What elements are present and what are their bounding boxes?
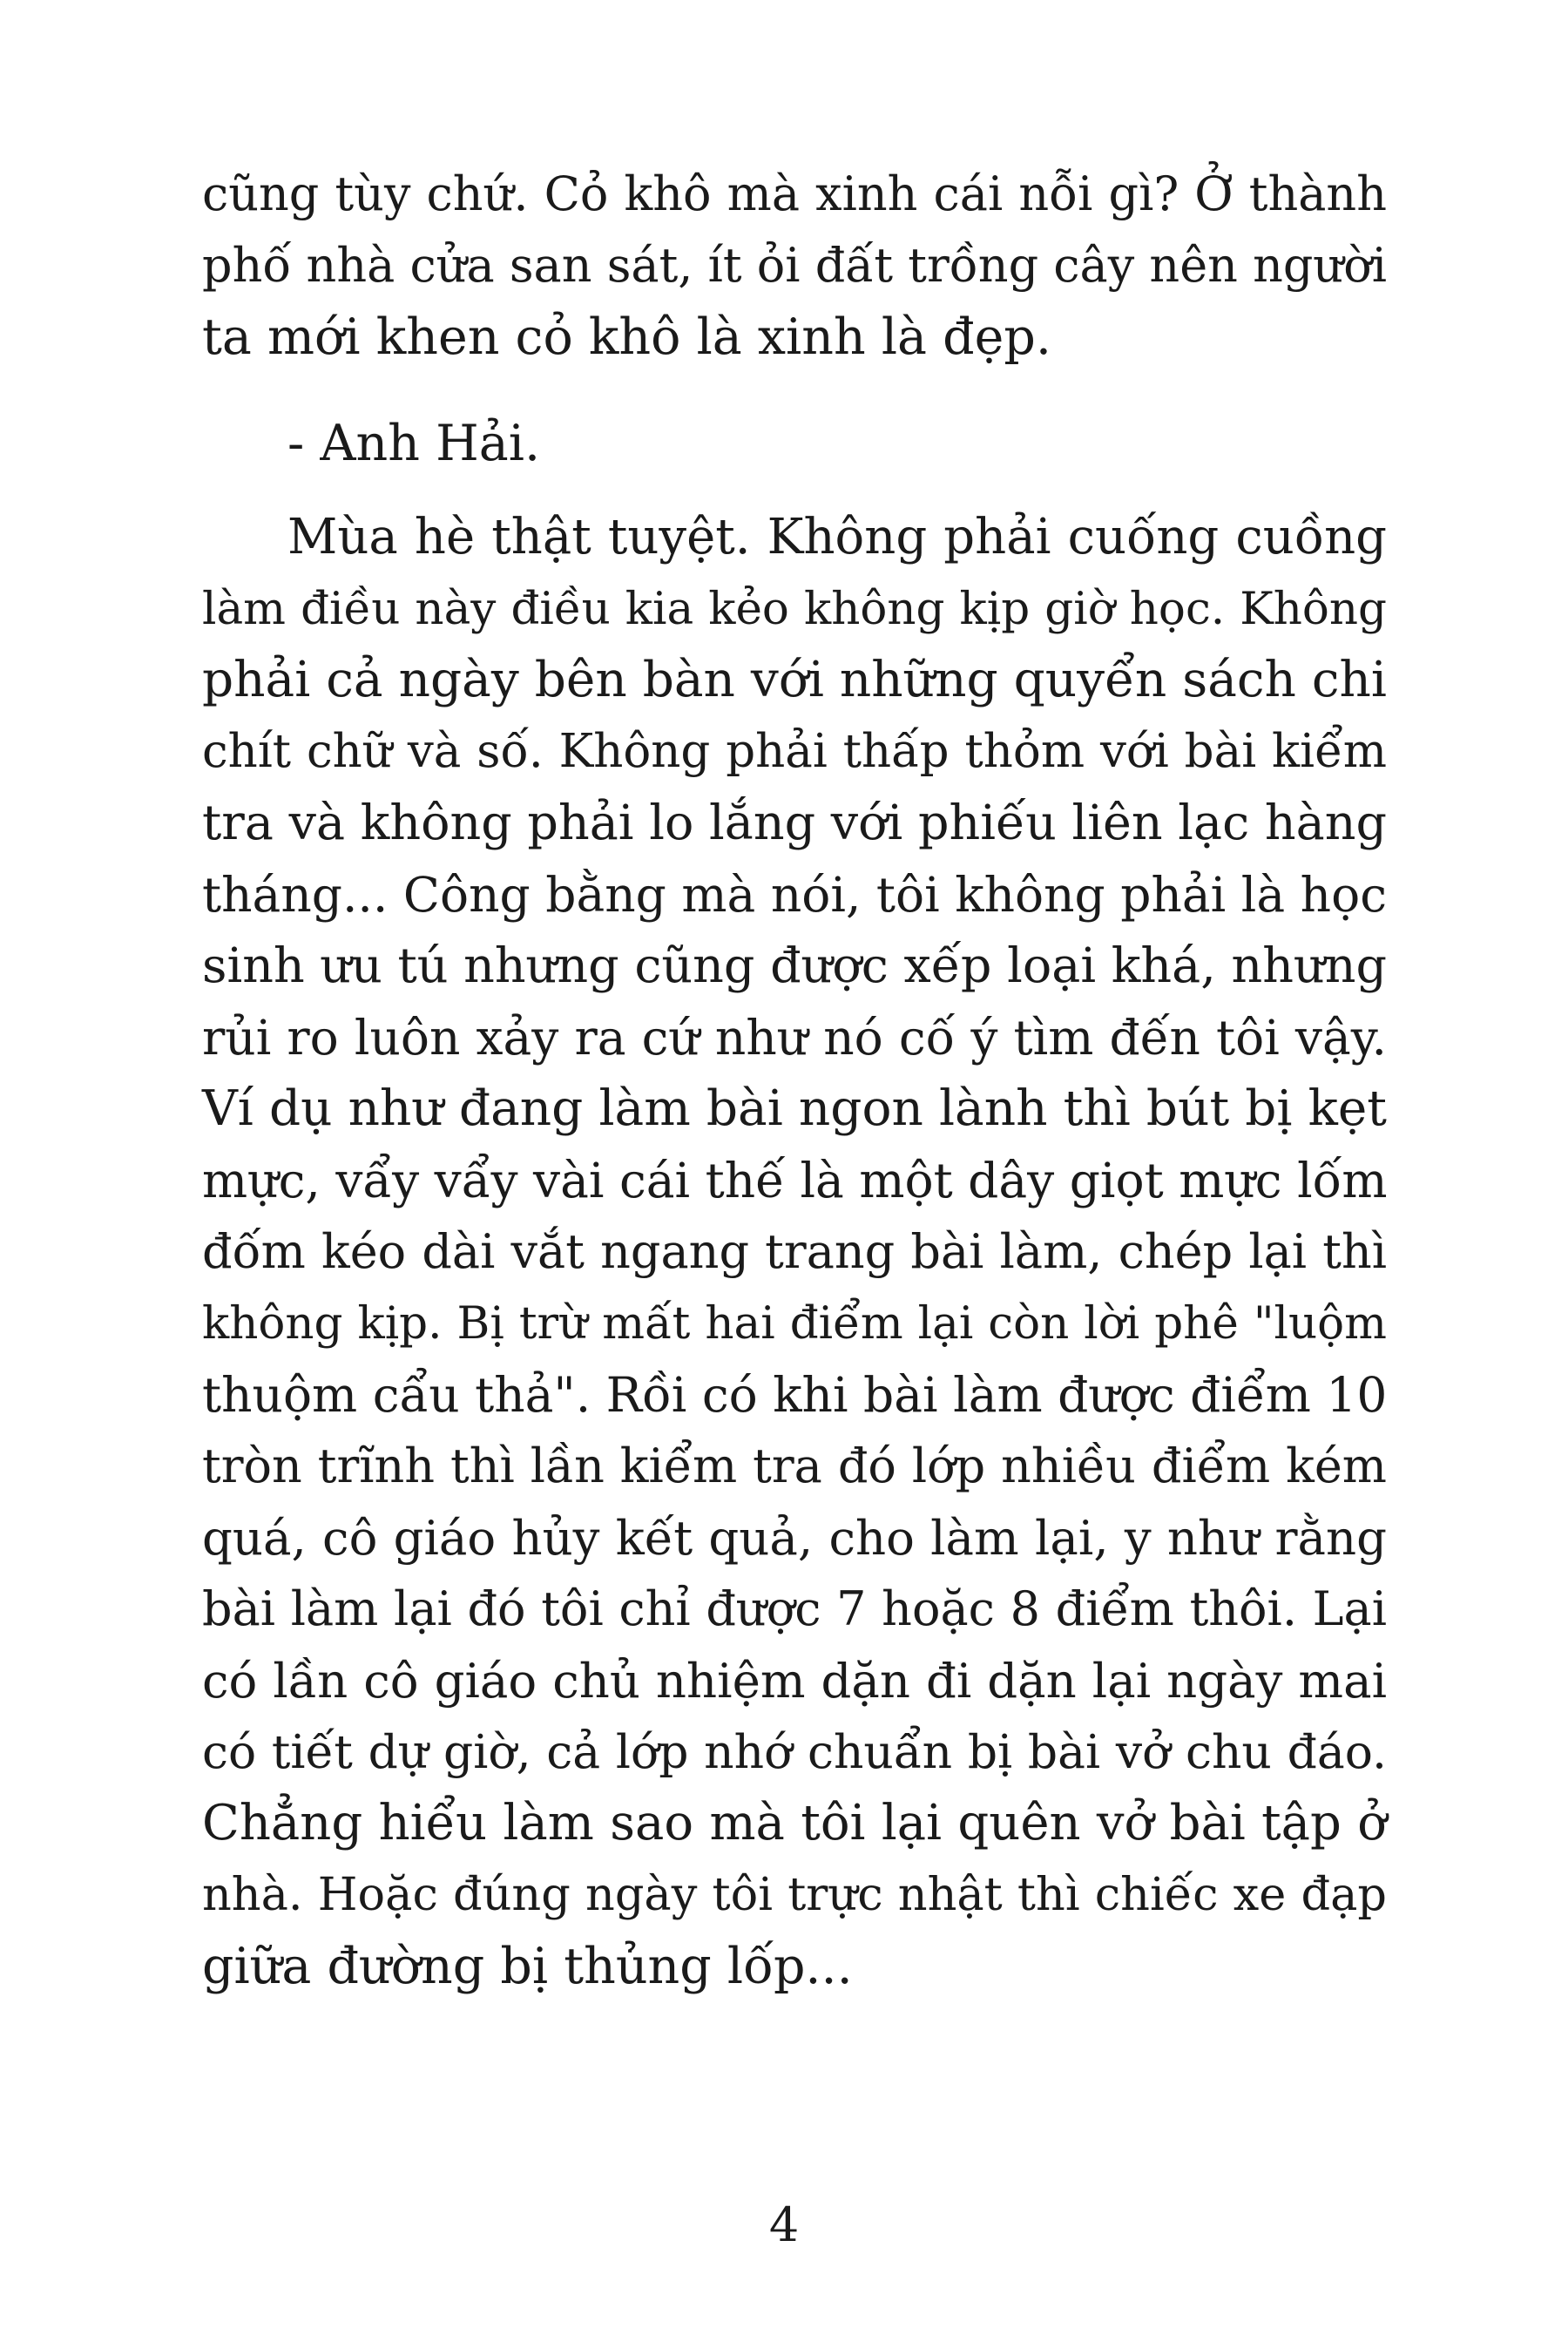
text-line: cũng tùy chứ. Cỏ khô mà xinh cái nỗi gì? Ở thành xyxy=(202,166,1387,221)
text-line: tra và không phải lo lắng với phiếu liên lạc hàng xyxy=(202,795,1387,851)
text-line: ta mới khen cỏ khô là xinh là đẹp. xyxy=(202,308,1051,366)
text-line: tròn trĩnh thì lần kiểm tra đó lớp nhiều điểm kém xyxy=(202,1438,1387,1493)
intro-paragraph xyxy=(202,159,1387,373)
text-line: có tiết dự giờ, cả lớp nhớ chuẩn bị bài vở chu đáo. xyxy=(202,1724,1387,1779)
text-line: mực, vẩy vẩy vài cái thế là một dây giọt mực lốm xyxy=(202,1153,1388,1208)
text-line: phố nhà cửa san sát, ít ỏi đất trồng cây nên người xyxy=(202,238,1387,293)
text-line: Chẳng hiểu làm sao mà tôi lại quên vở bài tập ở xyxy=(202,1795,1387,1851)
text-line: bài làm lại đó tôi chỉ được 7 hoặc 8 điểm thôi. Lại xyxy=(202,1581,1387,1636)
text-line: tháng... Công bằng mà nói, tôi không phải là học xyxy=(202,867,1387,923)
text-line: Ví dụ như đang làm bài ngon lành thì bút bị kẹt xyxy=(202,1080,1387,1137)
text-line: có lần cô giáo chủ nhiệm dặn đi dặn lại ngày mai xyxy=(202,1653,1387,1709)
text-line: rủi ro luôn xảy ra cứ như nó cố ý tìm đến tôi vậy. xyxy=(202,1010,1387,1066)
signature: - Anh Hải. xyxy=(287,415,541,472)
text-line: nhà. Hoặc đúng ngày tôi trực nhật thì chiếc xe đạp xyxy=(202,1868,1387,1921)
page-number: 4 xyxy=(768,2197,800,2252)
text-line: quá, cô giáo hủy kết quả, cho làm lại, y như rằng xyxy=(202,1510,1387,1566)
text-line: chít chữ và số. Không phải thấp thỏm với bài kiểm xyxy=(202,725,1387,778)
text-line: làm điều này điều kia kẻo không kịp giờ học. Không xyxy=(202,583,1387,635)
text-line: Mùa hè thật tuyệt. Không phải cuống cuồng xyxy=(287,509,1387,565)
main-paragraph xyxy=(202,502,1387,2002)
text-line: sinh ưu tú nhưng cũng được xếp loại khá, nhưng xyxy=(202,937,1387,994)
text-line: phải cả ngày bên bàn với những quyển sách chi xyxy=(202,652,1387,708)
text-line: không kịp. Bị trừ mất hai điểm lại còn lời phê "luộm xyxy=(202,1297,1387,1350)
text-line: giữa đường bị thủng lốp... xyxy=(202,1938,853,1995)
text-line: đốm kéo dài vắt ngang trang bài làm, chép lại thì xyxy=(202,1224,1387,1279)
text-line: thuộm cẩu thả". Rồi có khi bài làm được điểm 10 xyxy=(202,1367,1388,1423)
